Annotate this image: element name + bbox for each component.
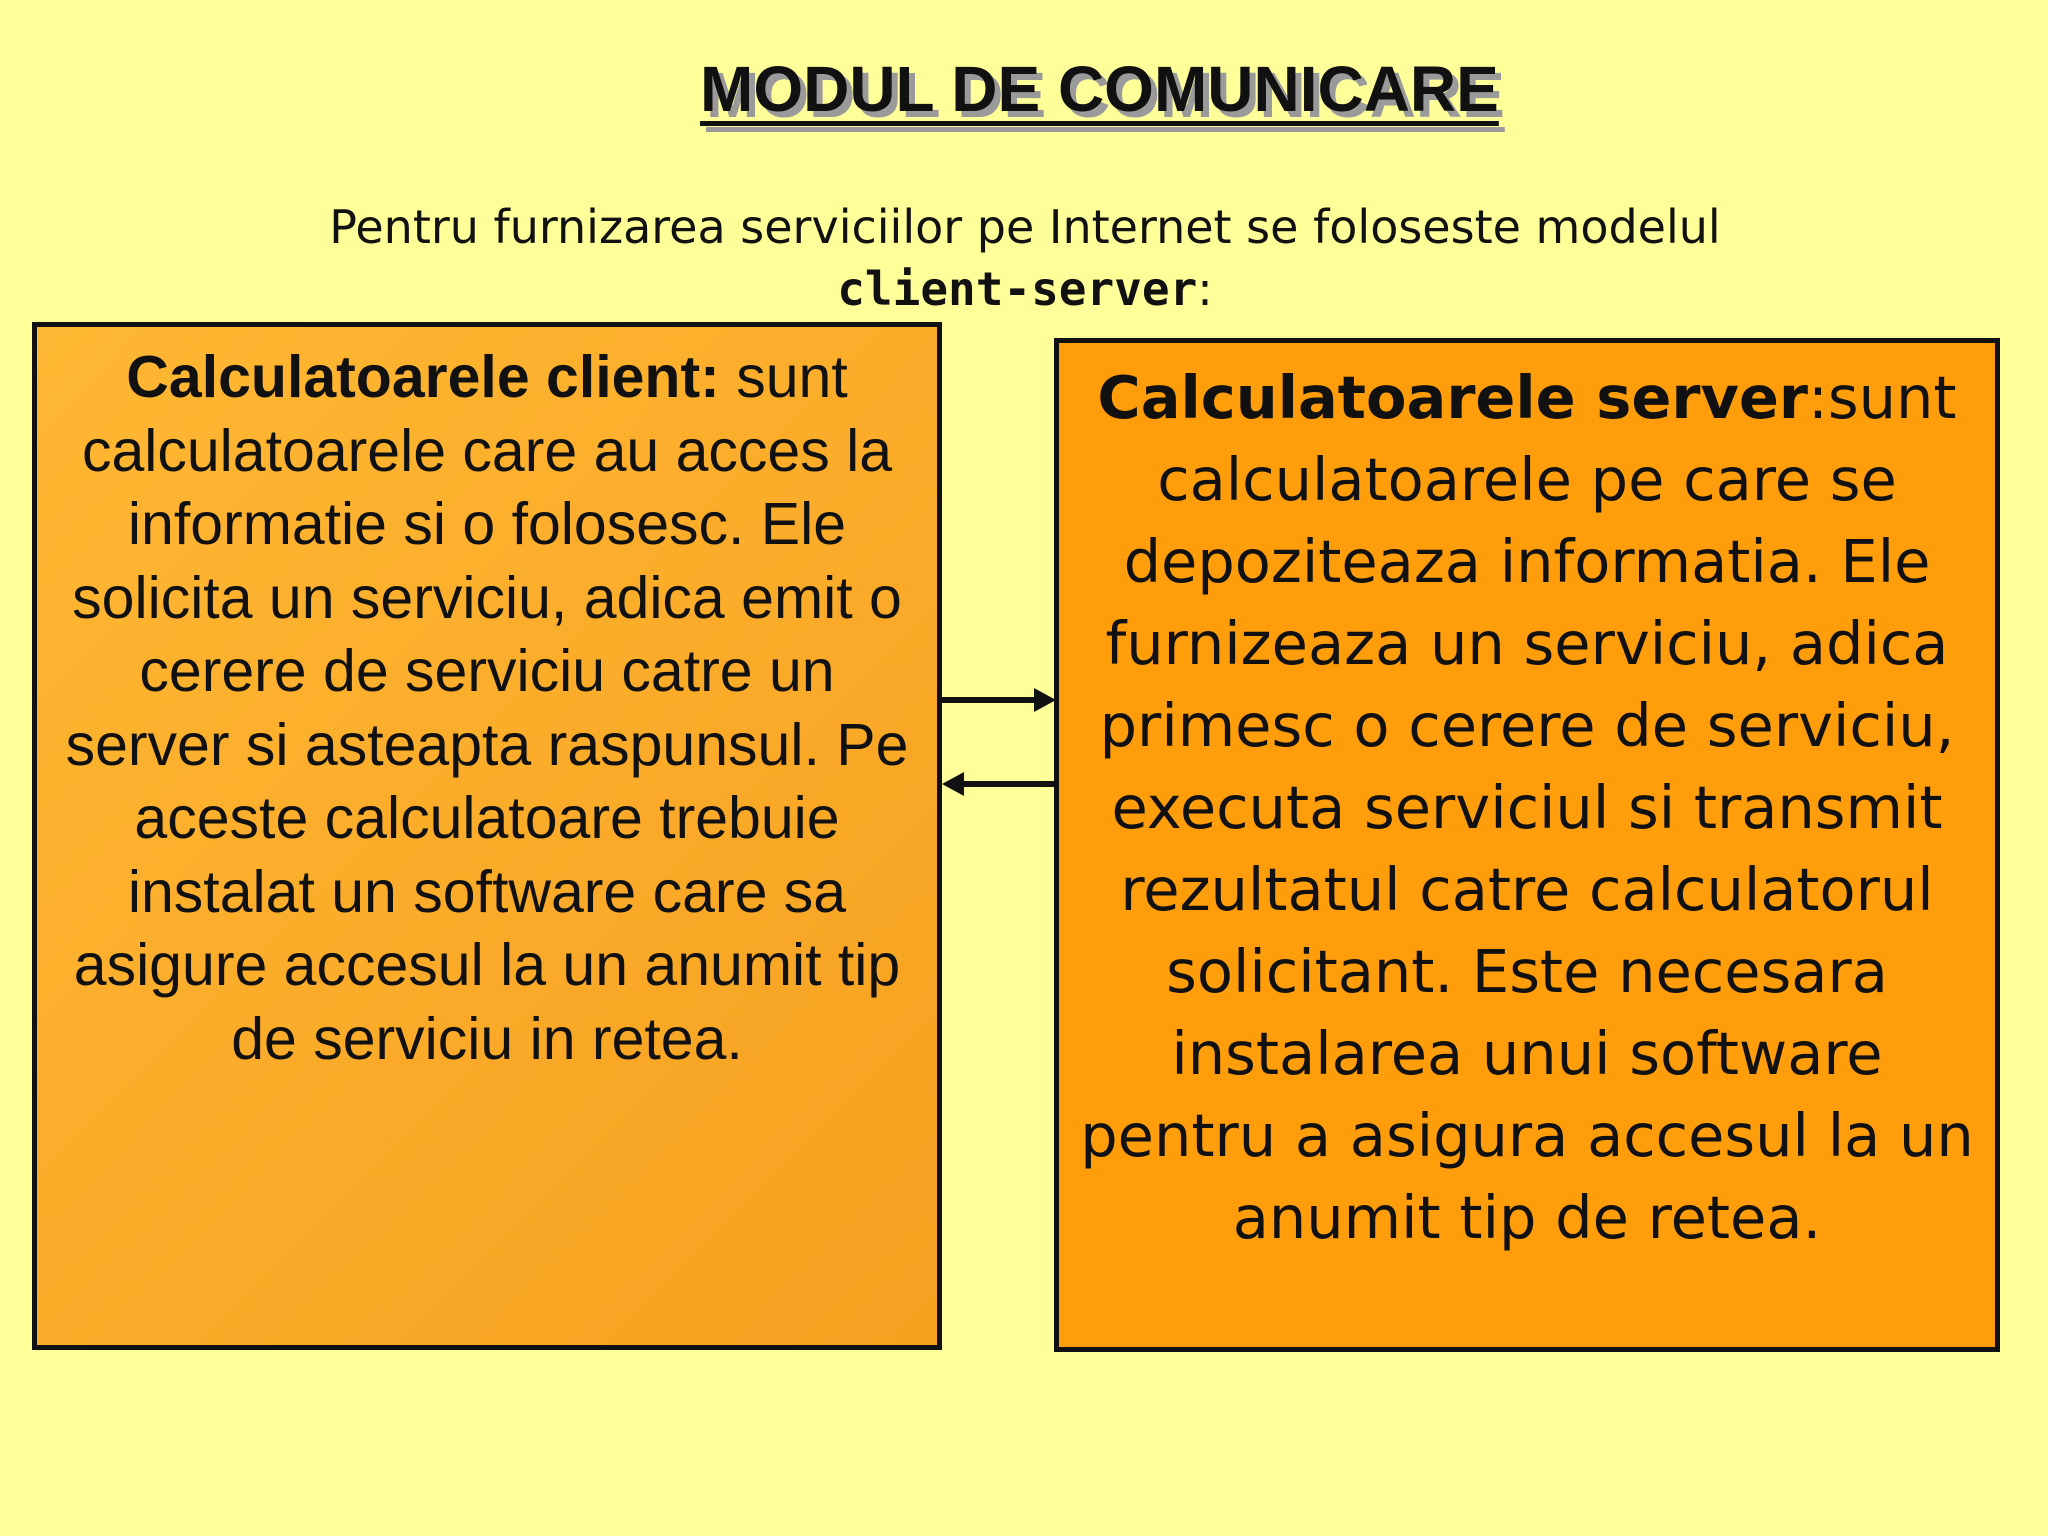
intro-text [200, 196, 1850, 320]
client-heading: Calculatoarele client: [126, 344, 720, 410]
server-description: :sunt calculatoarele pe care se depoziteaza informatia. Ele furnizeaza un serviciu, adica primesc o cerere de serviciu, executa serviciul si transmit rezultatul catre calculatorul solicitant. Este necesara instalarea unui software pentru a asigura accesul la un anumit tip de retea. [1080, 363, 1974, 1252]
slide-title: MODUL DE COMUNICARE [700, 53, 1499, 125]
arrow-to-server [940, 688, 1056, 712]
server-heading: Calculatoarele server [1097, 363, 1809, 432]
request-response-arrows [940, 680, 1060, 800]
server-box [1054, 338, 2000, 1352]
client-description: sunt calculatoarele care au acces la informatie si o folosesc. Ele solicita un serviciu, adica emit o cerere de serviciu catre un server si asteapta raspunsul. Pe aceste calculatoare trebuie instalat un software care sa asigure accesul la un anumit tip de serviciu in retea. [65, 344, 909, 1072]
client-box [32, 322, 942, 1350]
intro-model-line [200, 258, 1850, 320]
model-suffix: : [1197, 262, 1213, 316]
model-name: client-server [837, 262, 1198, 316]
intro-line: Pentru furnizarea serviciilor pe Internet se foloseste modelul [329, 200, 1721, 254]
arrow-to-client [942, 772, 1058, 796]
